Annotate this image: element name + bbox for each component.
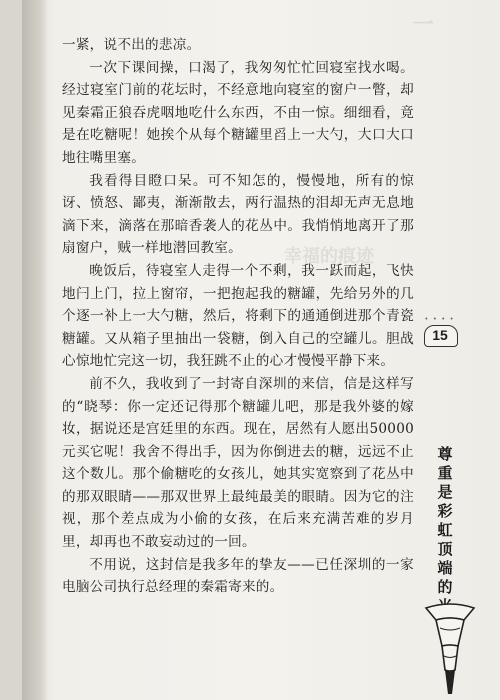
bleed-through-text-middle: 幸福的痕迹: [284, 246, 374, 267]
horn-ornament-icon: [420, 598, 480, 698]
paragraph: 我看得目瞪口呆。可不知怎的，慢慢地，所有的惊讶、愤怒、鄙夷，渐渐散去，两行温热的泪却无声无息地滴下来，滴落在那暗香袭人的花丛中。我悄悄地离开了那扇窗户，贼一样地潜回教室。: [62, 172, 414, 257]
page-number: 15: [432, 327, 448, 343]
page-number-badge: [418, 316, 462, 348]
paragraph: 晚饭后，待寝室人走得一个不剩，我一跃而起，飞快地闩上门，拉上窗帘，一把抱起我的糖罐，先给另外的几个逐一补上一大勺糖，然后，将剩下的通通倒进那个青瓷糖罐。又从箱子里抽出一袋糖，倒入自己的空罐儿。胆战心惊地忙完这一切，我狂跳不止的心才慢慢平静下来。: [62, 262, 414, 370]
paragraph: 不用说，这封信是我多年的挚友——已任深圳的一家电脑公司执行总经理的秦霜寄来的。: [62, 556, 414, 596]
paragraph: 一次下课间操，口渴了，我匆匆忙忙回寝室找水喝。经过寝室门前的花坛时，不经意地向寝室的窗户一瞥，却见秦霜正狼吞虎咽地吃什么东西，不由一惊。细细看，竟是在吃糖呢！她挨个从每个糖罐里舀上一大勺，大口大口地往嘴里塞。: [62, 59, 414, 166]
paragraph: 前不久，我收到了一封寄自深圳的来信，信是这样写的“晓琴：你一定还记得那个糖罐儿吧，那是我外婆的嫁妆，据说还是宫廷里的东西。现在，居然有人愿出50000元买它呢！我舍不得出手，因为你倒进去的糖，远远不止这个数儿。那个偷糖吃的女孩儿，她其实宽察到了花丛中的那双眼睛——那双世界上最纯最美的眼睛。因为它的注视，那个差点成为小偷的女孩，在后来充满苦难的岁月里，却再也不敢妄动过的一回。: [62, 375, 414, 551]
running-title-vertical: 尊重是彩虹顶端的: [437, 445, 453, 596]
paragraph: 一紧，说不出的悲凉。: [62, 37, 201, 53]
page-number-dots: • • • •: [425, 316, 455, 323]
body-text: [62, 34, 414, 599]
binding-shadow: [22, 0, 48, 700]
bleed-through-text-top: 一: [412, 12, 435, 38]
